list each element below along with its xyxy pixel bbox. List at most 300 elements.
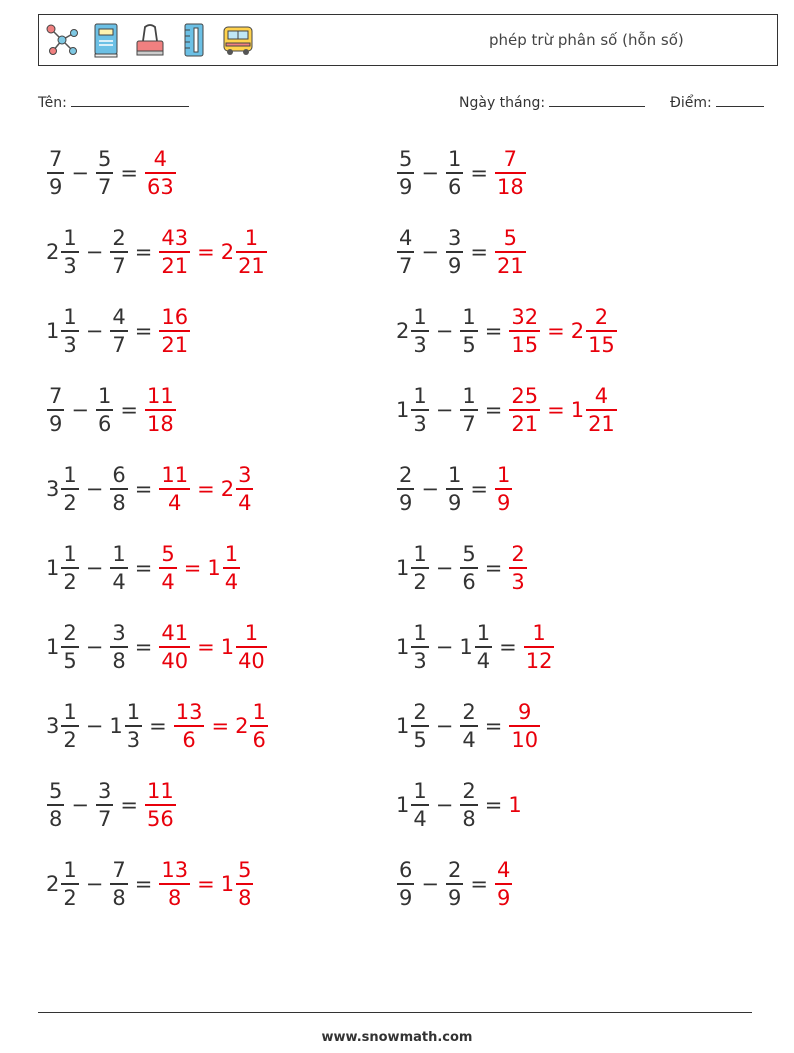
minus-sign: − xyxy=(85,319,104,343)
school-bus-icon xyxy=(219,21,257,59)
problem-item xyxy=(46,691,269,761)
minuend-number xyxy=(46,620,80,674)
minuend-fraction xyxy=(61,620,78,674)
minuend-whole: 3 xyxy=(46,714,60,738)
mixed-answer-number xyxy=(221,462,255,516)
minus-sign: − xyxy=(71,398,89,422)
problem-item xyxy=(396,612,555,682)
answer-fraction xyxy=(145,146,176,200)
problem-item xyxy=(46,533,241,603)
answer-denominator: 4 xyxy=(161,569,175,594)
minuend-whole: 1 xyxy=(396,398,410,422)
date-field xyxy=(459,92,645,111)
answer-numerator: 1 xyxy=(496,463,511,488)
minuend-number xyxy=(396,620,430,674)
answer-fraction xyxy=(495,225,526,279)
equals-sign: = xyxy=(484,319,503,343)
answer-number xyxy=(508,383,541,437)
problem-item xyxy=(396,691,541,761)
minus-sign: − xyxy=(85,872,104,896)
minus-sign: − xyxy=(435,714,454,738)
answer-numerator: 5 xyxy=(503,226,518,251)
subtrahend-numerator: 1 xyxy=(462,384,476,409)
problem-item xyxy=(46,217,268,287)
mixed-answer-fraction xyxy=(236,225,267,279)
mixed-answer-number xyxy=(571,304,618,358)
name-field xyxy=(38,92,189,111)
subtrahend-numerator: 5 xyxy=(97,147,112,172)
answer xyxy=(158,620,267,674)
answer xyxy=(173,699,269,753)
problem-item xyxy=(46,770,177,840)
answer-denominator: 63 xyxy=(146,174,174,199)
answer-numerator: 13 xyxy=(175,700,203,725)
answer-fraction xyxy=(159,225,190,279)
minuend-denominator: 2 xyxy=(413,569,427,594)
answer-denominator: 9 xyxy=(496,490,511,515)
clip-icon xyxy=(131,21,169,59)
answer-numerator: 11 xyxy=(161,463,189,488)
answer-fraction xyxy=(509,699,540,753)
subtrahend-numerator: 1 xyxy=(126,700,141,725)
subtrahend-number xyxy=(445,857,464,911)
mixed-answer-whole: 2 xyxy=(235,714,249,738)
answer-number xyxy=(158,462,191,516)
answer-number xyxy=(158,620,191,674)
subtrahend-whole: 1 xyxy=(109,714,123,738)
answer-numerator: 1 xyxy=(532,621,546,646)
answer xyxy=(508,383,617,437)
answer xyxy=(158,541,241,595)
equals-sign: = xyxy=(134,240,153,264)
minuend-denominator: 2 xyxy=(63,569,77,594)
minuend-fraction xyxy=(47,383,64,437)
minuend-denominator: 3 xyxy=(63,332,77,357)
equals-sign: = xyxy=(484,556,503,580)
minuend-denominator: 9 xyxy=(399,885,413,910)
answer-number xyxy=(144,383,177,437)
minuend-whole: 1 xyxy=(46,635,60,659)
subtrahend-numerator: 1 xyxy=(97,384,112,409)
answer xyxy=(494,462,513,516)
problem-item xyxy=(46,296,191,366)
answer-denominator: 56 xyxy=(146,806,174,831)
subtrahend-number xyxy=(109,541,128,595)
minuend-fraction xyxy=(397,462,414,516)
subtrahend-fraction xyxy=(96,778,113,832)
subtrahend-denominator: 6 xyxy=(97,411,112,436)
subtrahend-fraction xyxy=(110,541,127,595)
mixed-answer-denominator: 40 xyxy=(238,648,265,673)
minuend-denominator: 3 xyxy=(63,253,77,278)
minus-sign: − xyxy=(435,319,454,343)
mixed-answer-fraction xyxy=(250,699,267,753)
minuend-fraction xyxy=(47,778,64,832)
minuend-denominator: 7 xyxy=(399,253,413,278)
minuend-numerator: 1 xyxy=(413,384,427,409)
minuend-whole: 3 xyxy=(46,477,60,501)
answer-number xyxy=(144,146,177,200)
minuend-denominator: 9 xyxy=(49,411,63,436)
minuend-number xyxy=(396,383,430,437)
minuend-numerator: 7 xyxy=(49,147,63,172)
equals-sign: = xyxy=(134,319,153,343)
equals-sign: = xyxy=(470,161,488,185)
minuend-number xyxy=(46,462,80,516)
subtrahend-denominator: 6 xyxy=(462,569,476,594)
mixed-answer-fraction xyxy=(586,304,617,358)
subtrahend-fraction xyxy=(446,225,463,279)
minuend-denominator: 8 xyxy=(49,806,63,831)
answer-denominator: 40 xyxy=(161,648,189,673)
minuend-number xyxy=(396,857,415,911)
subtrahend-numerator: 3 xyxy=(447,226,462,251)
minus-sign: − xyxy=(85,477,104,501)
subtrahend-denominator: 8 xyxy=(112,648,126,673)
minuend-numerator: 7 xyxy=(49,384,63,409)
mixed-answer-number xyxy=(221,620,268,674)
mixed-answer-fraction xyxy=(236,462,253,516)
subtrahend-number xyxy=(109,857,128,911)
minuend-fraction xyxy=(397,225,414,279)
answer-numerator: 4 xyxy=(153,147,168,172)
answer-numerator: 32 xyxy=(511,305,539,330)
minus-sign: − xyxy=(85,714,104,738)
minuend-fraction xyxy=(411,778,428,832)
answer-fraction xyxy=(495,146,526,200)
score-label: Điểm: xyxy=(670,95,712,111)
minuend-whole: 1 xyxy=(46,556,60,580)
subtrahend-fraction xyxy=(110,620,127,674)
date-blank xyxy=(549,92,645,107)
mixed-answer-whole: 1 xyxy=(207,556,221,580)
mixed-answer-fraction xyxy=(223,541,240,595)
answer-numerator: 16 xyxy=(161,305,189,330)
minuend-number xyxy=(396,225,415,279)
minuend-number xyxy=(396,699,430,753)
mixed-answer-whole: 1 xyxy=(220,635,235,659)
answer xyxy=(523,620,556,674)
answer-denominator: 21 xyxy=(161,253,189,278)
minuend-whole: 1 xyxy=(396,714,410,738)
subtrahend-number xyxy=(95,146,114,200)
problem-item xyxy=(46,454,254,524)
mixed-answer-denominator: 8 xyxy=(238,885,252,910)
answer-equals-sign: = xyxy=(547,319,565,343)
mixed-answer-whole: 2 xyxy=(220,240,235,264)
answer-numerator: 7 xyxy=(503,147,518,172)
mixed-answer-denominator: 6 xyxy=(252,727,266,752)
equals-sign: = xyxy=(484,398,503,422)
answer xyxy=(158,857,254,911)
mixed-answer-whole: 1 xyxy=(570,398,585,422)
subtrahend-numerator: 6 xyxy=(112,463,126,488)
subtrahend-numerator: 1 xyxy=(447,463,462,488)
minuend-numerator: 2 xyxy=(413,700,427,725)
equals-sign: = xyxy=(134,635,153,659)
minuend-fraction xyxy=(411,620,428,674)
subtrahend-fraction xyxy=(460,383,477,437)
score-blank xyxy=(716,92,764,107)
answer xyxy=(508,304,617,358)
subtrahend-number xyxy=(445,146,464,200)
subtrahend-denominator: 3 xyxy=(126,727,141,752)
answer-number xyxy=(158,304,191,358)
mixed-answer-denominator: 4 xyxy=(224,569,239,594)
book-icon xyxy=(87,21,125,59)
equals-sign: = xyxy=(134,477,153,501)
answer-denominator: 9 xyxy=(496,885,511,910)
minuend-denominator: 9 xyxy=(399,174,413,199)
subtrahend-fraction xyxy=(125,699,142,753)
subtrahend-denominator: 9 xyxy=(447,253,462,278)
subtrahend-numerator: 5 xyxy=(462,542,476,567)
mixed-answer-denominator: 15 xyxy=(588,332,615,357)
answer-fraction xyxy=(159,620,190,674)
problem-item xyxy=(46,375,177,445)
subtrahend-numerator: 2 xyxy=(462,779,476,804)
header-icons xyxy=(43,21,257,59)
mixed-answer-fraction xyxy=(236,620,267,674)
subtrahend-number xyxy=(459,620,493,674)
minuend-denominator: 4 xyxy=(413,806,427,831)
mixed-answer-denominator: 21 xyxy=(238,253,265,278)
answer-fraction xyxy=(509,304,540,358)
answer-number xyxy=(494,225,527,279)
subtrahend-fraction xyxy=(446,857,463,911)
subtrahend-numerator: 1 xyxy=(462,305,476,330)
mixed-answer-numerator: 3 xyxy=(238,463,252,488)
answer-numerator: 43 xyxy=(161,226,189,251)
answer-fraction xyxy=(159,462,190,516)
minuend-whole: 2 xyxy=(46,872,60,896)
subtrahend-numerator: 2 xyxy=(112,226,126,251)
minuend-fraction xyxy=(61,462,78,516)
subtrahend-number xyxy=(95,778,114,832)
subtrahend-number xyxy=(459,383,478,437)
equals-sign: = xyxy=(134,872,153,896)
answer-number xyxy=(158,225,191,279)
subtrahend-number xyxy=(459,699,478,753)
subtrahend-denominator: 4 xyxy=(476,648,491,673)
equals-sign: = xyxy=(134,556,153,580)
footer-url: www.snowmath.com xyxy=(321,1030,473,1045)
equals-sign: = xyxy=(120,793,138,817)
minuend-denominator: 3 xyxy=(413,332,427,357)
answer-numerator: 13 xyxy=(161,858,189,883)
answer-equals-sign: = xyxy=(197,240,215,264)
minuend-numerator: 1 xyxy=(63,305,77,330)
answer-fraction xyxy=(145,778,176,832)
subtrahend-number xyxy=(109,620,128,674)
answer-fraction xyxy=(495,857,512,911)
minuend-number xyxy=(46,541,80,595)
subtrahend-denominator: 6 xyxy=(447,174,462,199)
worksheet-header xyxy=(38,14,778,66)
minuend-numerator: 4 xyxy=(399,226,413,251)
minuend-whole: 2 xyxy=(46,240,60,264)
minuend-denominator: 2 xyxy=(63,490,77,515)
minus-sign: − xyxy=(435,793,454,817)
footer-divider xyxy=(38,1012,752,1013)
answer-denominator: 12 xyxy=(525,648,553,673)
minuend-whole: 1 xyxy=(396,793,410,817)
mixed-answer-number xyxy=(221,857,255,911)
minuend-denominator: 3 xyxy=(413,648,427,673)
answer-denominator: 18 xyxy=(496,174,524,199)
minuend-denominator: 3 xyxy=(413,411,427,436)
answer-equals-sign: = xyxy=(183,556,202,580)
minuend-numerator: 5 xyxy=(399,147,413,172)
answer-number xyxy=(523,620,556,674)
minus-sign: − xyxy=(85,240,104,264)
mixed-answer-numerator: 2 xyxy=(594,305,609,330)
minuend-number xyxy=(396,462,415,516)
subtrahend-number xyxy=(109,225,128,279)
subtrahend-numerator: 1 xyxy=(476,621,491,646)
minuend-fraction xyxy=(397,146,414,200)
answer-equals-sign: = xyxy=(211,714,230,738)
subtrahend-number xyxy=(459,541,478,595)
subtrahend-denominator: 9 xyxy=(447,490,462,515)
minuend-fraction xyxy=(61,541,78,595)
answer-fraction xyxy=(495,462,512,516)
answer xyxy=(158,304,191,358)
minuend-numerator: 1 xyxy=(413,621,427,646)
answer-denominator: 21 xyxy=(161,332,189,357)
minus-sign: − xyxy=(435,635,454,659)
answer-whole: 1 xyxy=(508,793,522,817)
subtrahend-denominator: 4 xyxy=(462,727,476,752)
minuend-whole: 1 xyxy=(46,319,60,343)
minuend-number xyxy=(46,304,80,358)
answer-denominator: 4 xyxy=(168,490,182,515)
mixed-answer-denominator: 21 xyxy=(588,411,615,436)
subtrahend-denominator: 7 xyxy=(97,806,112,831)
network-icon xyxy=(43,21,81,59)
answer-equals-sign: = xyxy=(547,398,565,422)
answer xyxy=(144,146,177,200)
subtrahend-fraction xyxy=(110,225,127,279)
minuend-fraction xyxy=(61,857,78,911)
answer-number xyxy=(158,541,177,595)
problem-item xyxy=(396,138,527,208)
minuend-numerator: 1 xyxy=(63,463,77,488)
subtrahend-whole: 1 xyxy=(459,635,473,659)
minuend-numerator: 6 xyxy=(399,858,413,883)
subtrahend-fraction xyxy=(96,383,113,437)
mixed-answer-numerator: 1 xyxy=(252,700,266,725)
mixed-answer-number xyxy=(571,383,618,437)
subtrahend-number xyxy=(459,778,478,832)
equals-sign: = xyxy=(499,635,517,659)
subtrahend-numerator: 1 xyxy=(447,147,462,172)
subtrahend-denominator: 5 xyxy=(462,332,476,357)
problem-item xyxy=(46,612,268,682)
subtrahend-fraction xyxy=(110,304,127,358)
minus-sign: − xyxy=(71,161,89,185)
answer-number xyxy=(508,541,527,595)
minus-sign: − xyxy=(85,635,104,659)
subtrahend-numerator: 1 xyxy=(112,542,126,567)
answer xyxy=(508,793,521,817)
minuend-fraction xyxy=(411,383,428,437)
answer-denominator: 21 xyxy=(496,253,524,278)
problem-item xyxy=(396,217,527,287)
name-label: Tên: xyxy=(38,95,67,111)
mixed-answer-number xyxy=(235,699,269,753)
answer-numerator: 2 xyxy=(511,542,525,567)
equals-sign: = xyxy=(484,793,503,817)
answer-equals-sign: = xyxy=(197,477,215,501)
answer-equals-sign: = xyxy=(197,635,215,659)
subtrahend-number xyxy=(109,699,143,753)
minuend-fraction xyxy=(411,699,428,753)
minuend-number xyxy=(396,541,430,595)
subtrahend-denominator: 4 xyxy=(112,569,126,594)
subtrahend-numerator: 7 xyxy=(112,858,126,883)
answer xyxy=(158,225,267,279)
answer-fraction xyxy=(159,304,190,358)
subtrahend-number xyxy=(95,383,114,437)
subtrahend-denominator: 8 xyxy=(462,806,476,831)
minuend-number xyxy=(46,857,80,911)
subtrahend-denominator: 9 xyxy=(447,885,462,910)
subtrahend-fraction xyxy=(96,146,113,200)
mixed-answer-numerator: 4 xyxy=(594,384,609,409)
subtrahend-fraction xyxy=(460,541,477,595)
minuend-numerator: 1 xyxy=(63,700,77,725)
answer xyxy=(144,383,177,437)
answer-denominator: 8 xyxy=(168,885,182,910)
answer-denominator: 15 xyxy=(511,332,539,357)
subtrahend-numerator: 2 xyxy=(447,858,462,883)
minus-sign: − xyxy=(421,240,439,264)
subtrahend-fraction xyxy=(110,462,127,516)
minuend-number xyxy=(396,304,430,358)
problem-item xyxy=(396,454,513,524)
answer-denominator: 3 xyxy=(511,569,525,594)
subtrahend-number xyxy=(109,462,128,516)
mixed-answer-denominator: 4 xyxy=(238,490,252,515)
minus-sign: − xyxy=(421,477,439,501)
minuend-number xyxy=(396,146,415,200)
minus-sign: − xyxy=(85,556,104,580)
subtrahend-denominator: 8 xyxy=(112,885,126,910)
problem-item xyxy=(46,849,254,919)
subtrahend-denominator: 7 xyxy=(112,332,126,357)
answer xyxy=(144,778,177,832)
subtrahend-fraction xyxy=(460,304,477,358)
minuend-denominator: 5 xyxy=(413,727,427,752)
answer-denominator: 18 xyxy=(146,411,174,436)
subtrahend-denominator: 7 xyxy=(462,411,476,436)
minuend-numerator: 1 xyxy=(413,779,427,804)
minuend-number xyxy=(46,225,80,279)
problem-item xyxy=(396,770,522,840)
mixed-answer-numerator: 1 xyxy=(244,226,259,251)
mixed-answer-numerator: 1 xyxy=(244,621,259,646)
subtrahend-denominator: 8 xyxy=(112,490,126,515)
subtrahend-fraction xyxy=(446,462,463,516)
equals-sign: = xyxy=(120,398,138,422)
minuend-denominator: 2 xyxy=(63,885,77,910)
minuend-number xyxy=(396,778,430,832)
answer-number xyxy=(508,699,541,753)
mixed-answer-fraction xyxy=(586,383,617,437)
subtrahend-denominator: 7 xyxy=(112,253,126,278)
subtrahend-denominator: 7 xyxy=(97,174,112,199)
